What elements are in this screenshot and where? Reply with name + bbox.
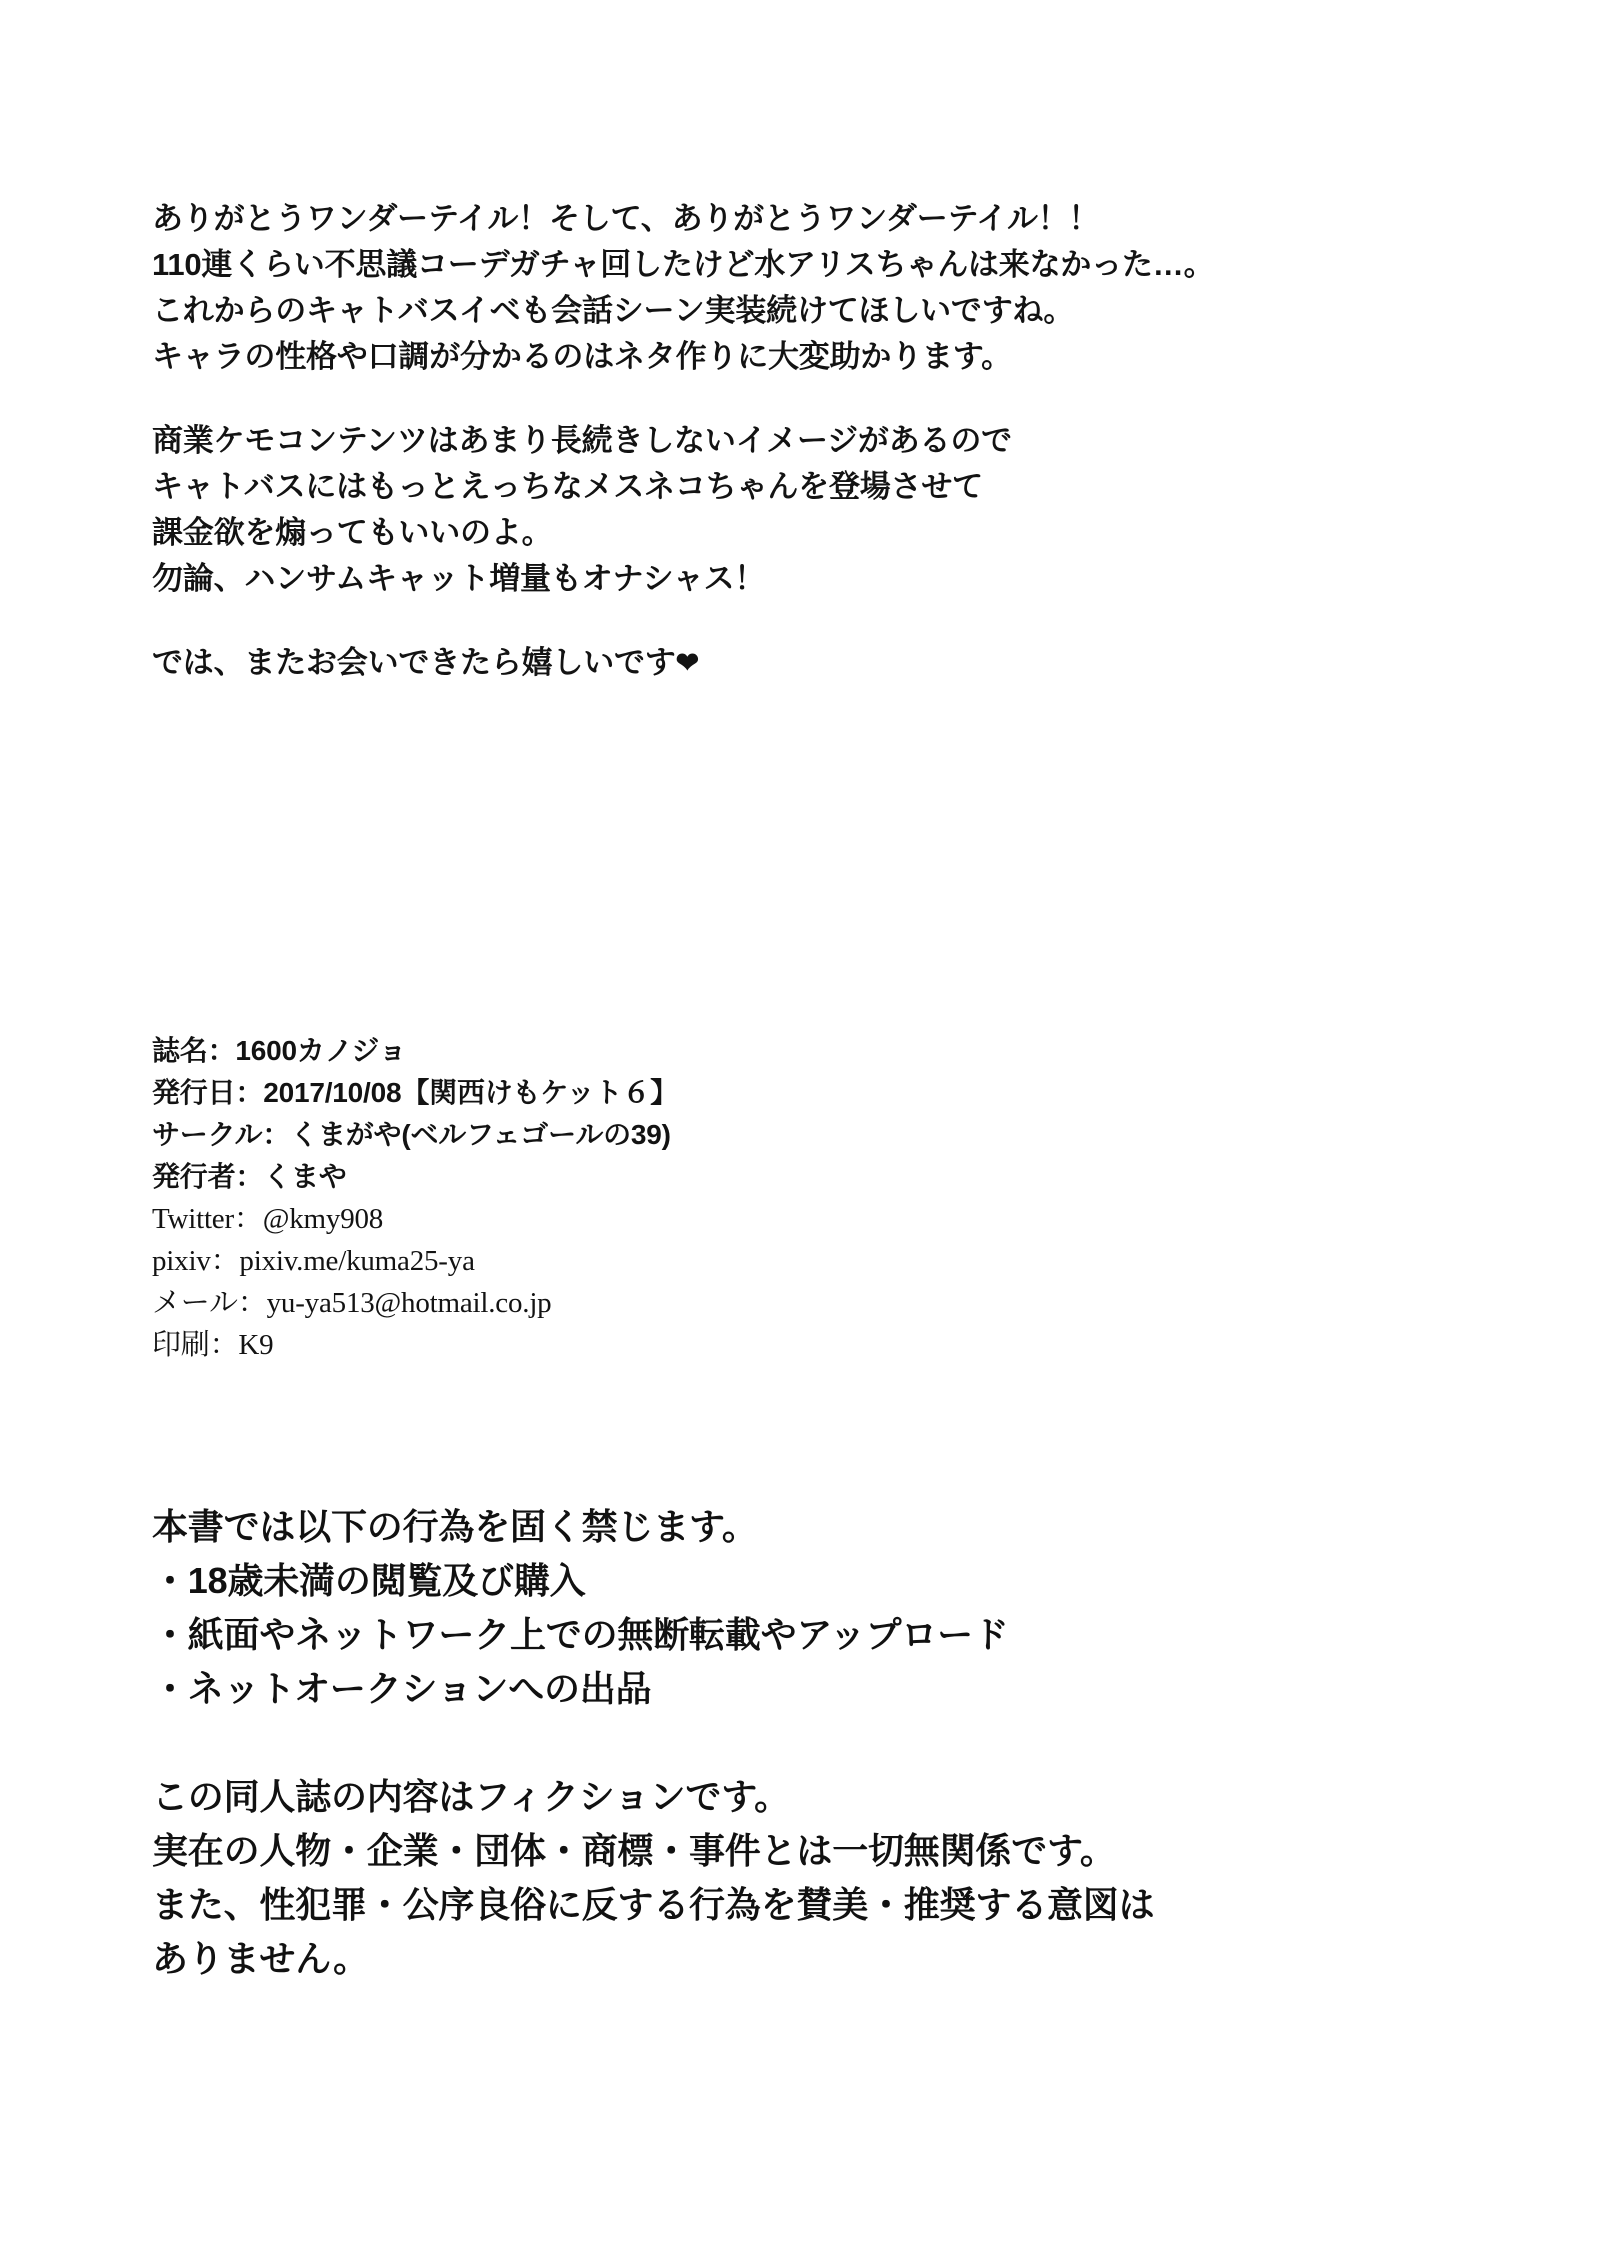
- afterword-line: これからのキャトバスイベも会話シーン実装続けてほしいですね。: [152, 293, 1075, 328]
- disclaimer-line: 実在の人物・企業・団体・商標・事件とは一切無関係です。: [152, 1830, 1116, 1871]
- afterword-section: [152, 196, 1472, 686]
- afterword-line: 商業ケモコンテンツはあまり長続きしないイメージがあるので: [152, 423, 1012, 458]
- afterword-closing: [152, 640, 1472, 686]
- colophon-printer: 印刷：K9: [152, 1329, 274, 1361]
- disclaimer-line: また、性犯罪・公序良俗に反する行為を賛美・推奨する意図は: [152, 1884, 1155, 1925]
- disclaimer-line: この同人誌の内容はフィクションです。: [152, 1776, 790, 1817]
- paragraph-gap: [152, 602, 1472, 640]
- heart-icon: ❤: [675, 647, 699, 678]
- colophon-mail: メール：yu-ya513@hotmail.co.jp: [152, 1287, 552, 1319]
- colophon-pixiv: pixiv：pixiv.me/kuma25-ya: [152, 1245, 475, 1277]
- afterword-line: 110連くらい不思議コーデガチャ回したけど水アリスちゃんは来なかった…。: [152, 247, 1215, 282]
- prohibitions-section: [152, 1500, 1472, 1716]
- afterword-line: 課金欲を煽ってもいいのよ。: [152, 515, 553, 550]
- afterword-closing-text: では、またお会いできたら嬉しいです: [152, 645, 676, 680]
- colophon-twitter: Twitter：@kmy908: [152, 1203, 384, 1235]
- colophon-section: [152, 1030, 1472, 1366]
- disclaimer-line: ありません。: [152, 1938, 369, 1979]
- colophon-publisher: 発行者：くまや: [152, 1161, 347, 1192]
- prohibition-item: ・紙面やネットワーク上での無断転載やアップロード: [152, 1614, 1009, 1655]
- afterword-line: 勿論、ハンサムキャット増量もオナシャス！: [152, 561, 766, 596]
- prohibitions-heading: 本書では以下の行為を固く禁じます。: [152, 1506, 758, 1547]
- colophon-title: 誌名：1600カノジョ: [152, 1035, 407, 1066]
- colophon-publish-date: 発行日：2017/10/08【関西けもケット６】: [152, 1077, 678, 1108]
- prohibition-item: ・ネットオークションへの出品: [152, 1668, 652, 1709]
- afterword-line: キャラの性格や口調が分かるのはネタ作りに大変助かります。: [152, 339, 1012, 374]
- paragraph-gap: [152, 380, 1472, 418]
- afterword-line: キャトバスにはもっとえっちなメスネコちゃんを登場させて: [152, 469, 983, 504]
- disclaimer-section: [152, 1770, 1472, 1986]
- colophon-circle: サークル：くまがや(ベルフェゴールの39): [152, 1119, 671, 1150]
- prohibition-item: ・18歳未満の閲覧及び購入: [152, 1560, 586, 1601]
- afterword-line: ありがとうワンダーテイル！そして、ありがとうワンダーテイル！！: [152, 201, 1100, 236]
